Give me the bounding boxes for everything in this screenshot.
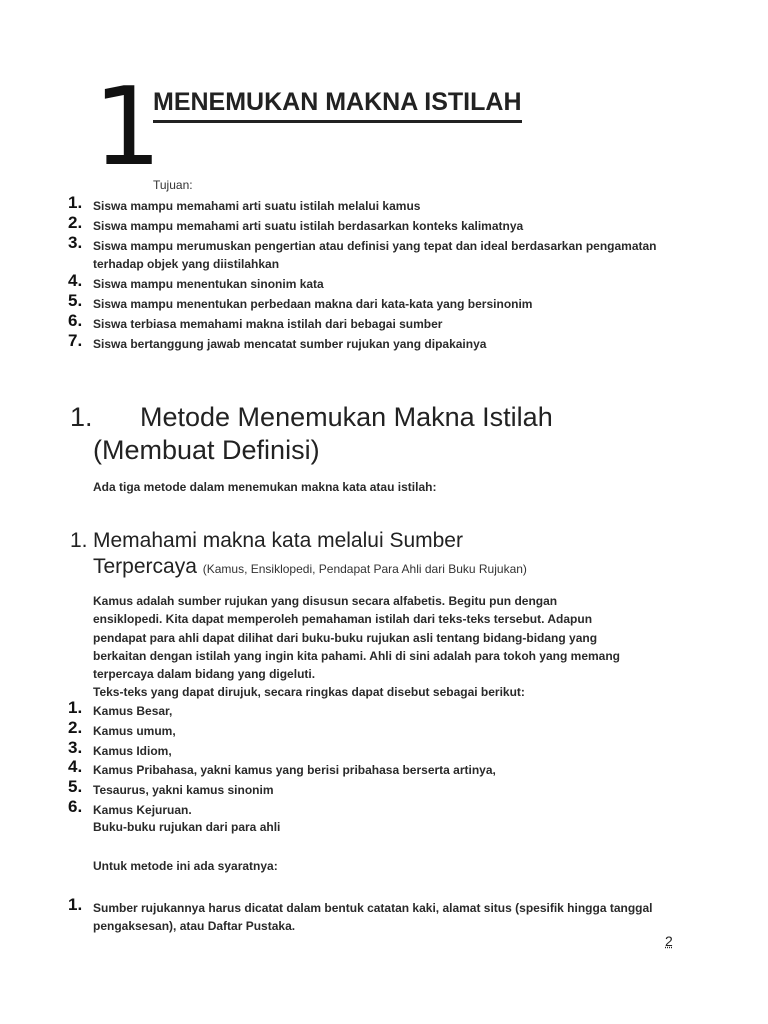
- list-marker: 5.: [68, 777, 83, 797]
- requirements-list: [0, 895, 663, 935]
- list-marker: 2.: [68, 717, 83, 737]
- section-title-line1: Metode Menemukan Makna Istilah: [140, 402, 553, 432]
- list-marker: 4.: [68, 757, 83, 777]
- list-item: [0, 311, 663, 333]
- section-number: 1.: [70, 402, 93, 432]
- chapter-number: 1: [93, 65, 158, 190]
- subsection-title-line2: Terpercaya: [93, 555, 197, 578]
- paragraph-line: ensiklopedi. Kita dapat memperoleh pemahaman istilah dari teks-teks tersebut. Adapun: [93, 612, 593, 627]
- subsection-heading: [70, 528, 527, 582]
- list-marker: 6.: [68, 796, 83, 816]
- paragraph-line: berkaitan dengan istilah yang ingin kita pahami. Ahli di sini adalah para tokoh yang memang: [93, 648, 620, 663]
- list-item: [0, 757, 663, 779]
- list-item: [0, 193, 663, 215]
- list-marker: 5.: [68, 291, 83, 310]
- section-heading: [70, 401, 553, 467]
- list-item-text: Tesaurus, yakni kamus sinonim: [93, 783, 274, 798]
- list-marker: 4.: [68, 271, 83, 290]
- list-item-text: Siswa mampu memahami arti suatu istilah melalui kamus: [93, 199, 421, 213]
- after-list-text: Buku-buku rujukan dari para ahli: [93, 820, 281, 834]
- list-item-text: Kamus Idiom,: [93, 743, 172, 758]
- subsection-note: (Kamus, Ensiklopedi, Pendapat Para Ahli dari Buku Rujukan): [202, 562, 527, 576]
- list-marker: 1.: [68, 193, 83, 212]
- paragraph-line: Teks-teks yang dapat dirujuk, secara ringkas dapat disebut sebagai berikut:: [93, 685, 525, 700]
- list-item: [0, 291, 663, 313]
- section-title-line2: (Membuat Definisi): [93, 435, 320, 465]
- list-item-text: Siswa mampu memahami arti suatu istilah berdasarkan konteks kalimatnya: [93, 219, 524, 233]
- list-item: [0, 213, 663, 235]
- list-item: [0, 777, 663, 799]
- sources-list: [0, 698, 663, 821]
- list-item-text: Siswa mampu menentukan sinonim kata: [93, 277, 324, 291]
- list-marker: 2.: [68, 213, 83, 232]
- list-marker: 1.: [68, 895, 83, 914]
- paragraph-line: Kamus adalah sumber rujukan yang disusun secara alfabetis. Begitu pun dengan: [93, 594, 558, 608]
- paragraph-line: pendapat para ahli dapat dilihat dari buku-buku rujukan asli tentang bidang-bidang yang: [93, 630, 598, 645]
- subsection-title-line1: Memahami makna kata melalui Sumber: [93, 529, 463, 552]
- list-item: [0, 796, 663, 819]
- chapter-title: MENEMUKAN MAKNA ISTILAH: [153, 88, 522, 123]
- list-marker: 3.: [68, 737, 83, 757]
- section-intro: Ada tiga metode dalam menemukan makna kata atau istilah:: [93, 480, 437, 494]
- list-item: [0, 717, 663, 740]
- objectives-list: [0, 193, 663, 355]
- list-item-text: Siswa mampu menentukan perbedaan makna dari kata-kata yang bersinonim: [93, 297, 533, 311]
- objectives-label: Tujuan:: [153, 178, 193, 192]
- list-item-text: Kamus Kejuruan.: [93, 802, 192, 817]
- list-marker: 6.: [68, 311, 83, 330]
- list-item-text: Siswa mampu merumuskan pengertian atau definisi yang tepat dan ideal berdasarkan pengamatan terhadap objek yang diistilahkan: [93, 239, 657, 271]
- list-item: [0, 331, 663, 353]
- list-item-text: Kamus umum,: [93, 723, 176, 738]
- list-item: [0, 271, 663, 293]
- paragraph-line: terpercaya dalam bidang yang digeluti.: [93, 667, 316, 682]
- body-paragraph: [93, 592, 668, 702]
- list-item: [0, 233, 663, 273]
- list-item-text: Siswa bertanggung jawab mencatat sumber rujukan yang dipakainya: [93, 337, 487, 351]
- list-item-text: Kamus Besar,: [93, 704, 173, 718]
- requirement-intro: Untuk metode ini ada syaratnya:: [93, 859, 278, 873]
- list-item: [0, 737, 663, 760]
- list-marker: 3.: [68, 233, 83, 252]
- subsection-number: 1.: [70, 529, 88, 552]
- list-item: [0, 895, 663, 935]
- list-marker: 1.: [68, 698, 83, 717]
- list-item: [0, 698, 663, 720]
- list-item-text: Kamus Pribahasa, yakni kamus yang berisi pribahasa berserta artinya,: [93, 763, 496, 778]
- list-marker: 7.: [68, 331, 83, 350]
- list-item-text: Siswa terbiasa memahami makna istilah dari bebagai sumber: [93, 317, 443, 331]
- page-number: 2: [665, 933, 673, 949]
- list-item-text: Sumber rujukannya harus dicatat dalam bentuk catatan kaki, alamat situs (spesifik hingga tanggal pengaksesan), atau Daftar Pustaka.: [93, 901, 653, 933]
